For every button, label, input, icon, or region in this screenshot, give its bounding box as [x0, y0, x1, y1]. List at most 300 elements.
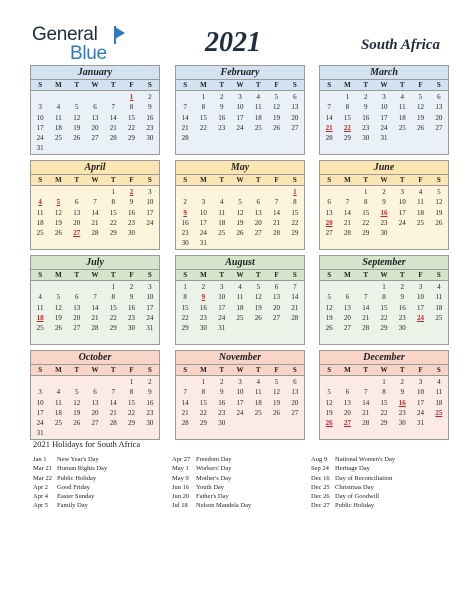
- weekday-label: W: [380, 271, 388, 279]
- day-cell: 17: [199, 218, 207, 227]
- day-cell: 24: [417, 408, 425, 417]
- week-row: [31, 292, 159, 302]
- day-cell: 17: [380, 113, 388, 122]
- week-row: [320, 323, 448, 333]
- day-grid: [31, 91, 159, 154]
- day-cell: 12: [54, 208, 62, 217]
- weekday-label: S: [292, 176, 297, 184]
- day-cell: 22: [128, 123, 136, 132]
- weekday-header: [31, 175, 159, 186]
- day-cell: 23: [181, 228, 189, 237]
- day-cell: 9: [363, 103, 368, 112]
- holiday-name: New Year's Day: [57, 456, 99, 463]
- holiday-date: Jun 16: [172, 483, 190, 491]
- day-cell: 7: [111, 103, 116, 112]
- day-cell: 14: [181, 398, 189, 407]
- weekday-label: F: [274, 366, 279, 374]
- week-row: [176, 323, 304, 333]
- holiday-name: Christmas Day: [335, 483, 374, 491]
- day-grid: [320, 376, 448, 439]
- day-grid: [320, 91, 448, 154]
- flag-icon: [115, 27, 125, 39]
- holiday-day: 16: [398, 398, 406, 407]
- holiday-date: May 9: [172, 474, 189, 482]
- day-cell: 27: [343, 323, 351, 332]
- weekday-header: [176, 365, 304, 376]
- day-cell: 10: [146, 293, 154, 302]
- week-row: [31, 218, 159, 228]
- holiday-day: 5: [56, 198, 61, 207]
- week-row: [31, 123, 159, 133]
- day-cell: 3: [418, 378, 423, 387]
- day-cell: 25: [54, 418, 62, 427]
- day-cell: 2: [219, 378, 224, 387]
- day-cell: 29: [199, 418, 207, 427]
- week-row: [320, 208, 448, 218]
- day-cell: [122, 428, 140, 438]
- weekday-label: M: [344, 176, 351, 184]
- day-cell: 26: [325, 323, 333, 332]
- day-cell: 27: [325, 228, 333, 237]
- day-cell: 29: [343, 133, 351, 142]
- day-cell: 13: [254, 208, 262, 217]
- day-cell: [231, 187, 249, 197]
- day-cell: 29: [128, 418, 136, 427]
- day-cell: 21: [181, 408, 189, 417]
- weekday-label: F: [418, 366, 423, 374]
- day-cell: [338, 377, 356, 387]
- weekday-label: S: [292, 366, 297, 374]
- day-cell: 4: [238, 283, 242, 292]
- day-cell: 13: [291, 103, 299, 112]
- day-cell: 6: [274, 283, 279, 292]
- day-cell: 29: [291, 228, 299, 237]
- day-cell: 29: [362, 228, 370, 237]
- day-cell: 2: [129, 283, 134, 292]
- month-title: September: [320, 256, 448, 270]
- week-row: [176, 387, 304, 397]
- week-row: [31, 208, 159, 218]
- day-cell: 30: [380, 228, 388, 237]
- holiday-day: 2: [129, 188, 134, 197]
- day-cell: 28: [362, 418, 370, 427]
- day-cell: [286, 418, 304, 428]
- day-cell: 16: [128, 208, 136, 217]
- day-cell: 31: [146, 323, 154, 332]
- day-cell: 3: [38, 388, 42, 397]
- week-row: [31, 428, 159, 438]
- weekday-label: W: [236, 176, 244, 184]
- day-cell: 7: [345, 198, 350, 207]
- holiday-column: [33, 455, 107, 511]
- holiday-day: 26: [325, 418, 333, 427]
- month-august: [175, 255, 305, 345]
- day-cell: 4: [56, 388, 61, 397]
- day-cell: [393, 228, 411, 238]
- day-cell: 18: [435, 303, 443, 312]
- holiday-date: Aug 9: [311, 456, 328, 463]
- day-cell: 28: [343, 228, 351, 237]
- weekday-header: [31, 80, 159, 91]
- month-title: August: [176, 256, 304, 270]
- day-cell: 15: [291, 208, 299, 217]
- day-cell: 17: [36, 123, 44, 132]
- day-cell: 9: [129, 293, 134, 302]
- holiday-item: [172, 474, 251, 483]
- day-cell: 2: [382, 188, 386, 197]
- week-row: [320, 228, 448, 238]
- month-october: [30, 350, 160, 440]
- day-cell: 13: [273, 293, 281, 302]
- day-cell: 8: [129, 388, 134, 397]
- day-cell: 11: [218, 208, 226, 217]
- day-cell: [86, 92, 104, 102]
- day-grid: [176, 186, 304, 249]
- weekday-label: T: [219, 81, 225, 89]
- day-cell: 3: [201, 198, 206, 207]
- day-cell: 3: [38, 103, 42, 112]
- day-cell: 26: [435, 218, 443, 227]
- day-cell: 11: [55, 113, 62, 122]
- holiday-name: Father's Day: [196, 493, 229, 501]
- weekday-label: M: [200, 176, 207, 184]
- week-row: [176, 377, 304, 387]
- day-cell: 7: [293, 283, 297, 292]
- week-row: [31, 143, 159, 153]
- day-cell: 19: [325, 408, 333, 417]
- day-cell: 1: [363, 188, 368, 197]
- weekday-label: T: [74, 176, 80, 184]
- weekday-label: T: [255, 271, 261, 279]
- day-cell: 19: [73, 123, 81, 132]
- holiday-date: Jul 18: [172, 502, 188, 510]
- weekday-label: T: [110, 366, 116, 374]
- weekday-label: T: [255, 81, 261, 89]
- day-cell: 31: [380, 133, 388, 142]
- day-cell: 10: [417, 388, 425, 397]
- weekday-label: M: [200, 366, 207, 374]
- day-cell: 8: [129, 103, 134, 112]
- day-cell: 18: [236, 303, 244, 312]
- week-row: [320, 113, 448, 123]
- holiday-name: Good Friday: [57, 483, 91, 491]
- week-row: [320, 133, 448, 143]
- holiday-item: [33, 483, 107, 492]
- day-cell: [231, 133, 249, 143]
- day-cell: 11: [36, 303, 44, 312]
- day-cell: [31, 282, 49, 292]
- day-cell: 27: [273, 313, 281, 322]
- day-cell: 8: [111, 293, 116, 302]
- day-cell: 21: [291, 303, 299, 312]
- weekday-label: T: [399, 81, 405, 89]
- day-cell: 1: [183, 283, 187, 292]
- day-cell: 13: [73, 208, 81, 217]
- day-cell: 24: [146, 313, 154, 322]
- day-cell: [68, 92, 86, 102]
- weekday-label: M: [344, 271, 351, 279]
- day-cell: 18: [435, 398, 443, 407]
- day-cell: 22: [181, 313, 189, 322]
- day-cell: 2: [201, 283, 206, 292]
- day-cell: 16: [362, 113, 370, 122]
- day-cell: 2: [183, 198, 187, 207]
- day-cell: 26: [54, 228, 62, 237]
- day-cell: 13: [343, 303, 351, 312]
- weekday-label: T: [110, 176, 116, 184]
- day-cell: 4: [38, 293, 42, 302]
- day-cell: 4: [56, 103, 61, 112]
- week-row: [176, 133, 304, 143]
- day-cell: 25: [218, 228, 226, 237]
- day-cell: 12: [73, 113, 81, 122]
- day-cell: 6: [93, 388, 97, 397]
- day-cell: [104, 428, 122, 438]
- day-cell: [68, 187, 86, 197]
- day-cell: 24: [36, 418, 44, 427]
- day-cell: 3: [238, 93, 242, 102]
- holidays-title: 2021 Holidays for South Africa: [33, 439, 141, 449]
- day-cell: [267, 323, 285, 333]
- holiday-day: 21: [325, 123, 333, 132]
- day-cell: 8: [201, 388, 206, 397]
- weekday-label: S: [327, 366, 332, 374]
- week-row: [320, 187, 448, 197]
- day-cell: 21: [343, 218, 351, 227]
- day-cell: 17: [146, 303, 154, 312]
- holiday-name: Human Rights Day: [57, 465, 108, 473]
- holiday-date: Dec 27: [311, 502, 330, 510]
- day-cell: 28: [181, 418, 189, 427]
- holiday-date: Mar 22: [33, 474, 52, 482]
- month-july: [30, 255, 160, 345]
- day-cell: [104, 92, 122, 102]
- day-cell: [176, 187, 194, 197]
- day-cell: 3: [238, 378, 242, 387]
- day-cell: 16: [146, 113, 154, 122]
- day-cell: 9: [148, 388, 152, 397]
- day-cell: 23: [218, 408, 226, 417]
- day-cell: [104, 377, 122, 387]
- day-cell: 12: [417, 103, 425, 112]
- month-september: [319, 255, 449, 345]
- day-cell: [49, 428, 67, 438]
- day-cell: [267, 238, 285, 248]
- day-cell: 20: [73, 313, 81, 322]
- day-cell: [411, 133, 429, 143]
- day-cell: 3: [418, 283, 423, 292]
- day-cell: 28: [181, 133, 189, 142]
- day-cell: [286, 238, 304, 248]
- holiday-day: 16: [380, 208, 388, 217]
- day-cell: 4: [256, 378, 261, 387]
- day-cell: [68, 143, 86, 153]
- holiday-name: Day of Reconciliation: [335, 474, 393, 482]
- day-cell: 19: [325, 313, 333, 322]
- holiday-date: Sep 24: [311, 465, 329, 473]
- month-february: [175, 65, 305, 155]
- weekday-header: [176, 80, 304, 91]
- weekday-label: F: [418, 176, 423, 184]
- day-cell: 24: [236, 123, 244, 132]
- day-cell: 20: [343, 408, 351, 417]
- logo-text-blue: Blue: [70, 43, 107, 64]
- day-cell: 13: [73, 303, 81, 312]
- day-grid: [31, 281, 159, 344]
- day-cell: 17: [236, 113, 244, 122]
- weekday-label: S: [147, 81, 152, 89]
- weekday-label: T: [74, 271, 80, 279]
- day-cell: 22: [380, 408, 388, 417]
- day-cell: 11: [254, 388, 262, 397]
- day-cell: 25: [36, 323, 44, 332]
- week-row: [31, 313, 159, 323]
- day-cell: 6: [74, 293, 79, 302]
- day-cell: 2: [363, 93, 368, 102]
- day-cell: 7: [327, 103, 331, 112]
- day-cell: 14: [325, 113, 333, 122]
- weekday-header: [31, 270, 159, 281]
- day-cell: 4: [437, 378, 441, 387]
- week-row: [31, 282, 159, 292]
- week-row: [320, 398, 448, 408]
- holiday-date: Dec 16: [311, 474, 330, 482]
- day-cell: 4: [400, 93, 405, 102]
- day-cell: 19: [54, 218, 62, 227]
- day-cell: [430, 323, 448, 333]
- week-row: [176, 102, 304, 112]
- day-cell: 14: [91, 208, 99, 217]
- day-cell: 7: [363, 388, 368, 397]
- day-cell: 22: [362, 218, 370, 227]
- day-cell: 28: [109, 418, 117, 427]
- day-cell: 8: [201, 103, 206, 112]
- week-row: [176, 197, 304, 207]
- day-cell: [49, 377, 67, 387]
- day-cell: [249, 238, 267, 248]
- holiday-column: [172, 455, 251, 511]
- day-cell: 29: [109, 228, 117, 237]
- holiday-day: 24: [417, 313, 425, 322]
- day-cell: 5: [56, 293, 61, 302]
- day-cell: 14: [181, 113, 189, 122]
- weekday-header: [320, 270, 448, 281]
- day-cell: 26: [236, 228, 244, 237]
- day-cell: 22: [128, 408, 136, 417]
- day-cell: 15: [380, 303, 388, 312]
- day-cell: [249, 418, 267, 428]
- day-cell: 5: [327, 388, 331, 397]
- day-cell: 30: [398, 323, 406, 332]
- day-cell: 8: [382, 293, 386, 302]
- day-cell: [286, 323, 304, 333]
- weekday-label: S: [147, 366, 152, 374]
- week-row: [176, 282, 304, 292]
- day-cell: 5: [238, 198, 242, 207]
- day-cell: 19: [254, 303, 262, 312]
- weekday-label: S: [327, 176, 332, 184]
- weekday-label: F: [418, 271, 423, 279]
- day-cell: 23: [398, 408, 406, 417]
- day-cell: 15: [109, 208, 117, 217]
- weekday-label: S: [327, 81, 332, 89]
- day-cell: 15: [199, 398, 207, 407]
- day-cell: 9: [219, 103, 224, 112]
- day-cell: 3: [148, 283, 152, 292]
- day-cell: 21: [109, 408, 117, 417]
- day-cell: 29: [380, 418, 388, 427]
- day-cell: [430, 418, 448, 428]
- day-cell: [267, 187, 285, 197]
- day-cell: 11: [236, 293, 244, 302]
- day-cell: 29: [181, 323, 189, 332]
- weekday-header: [320, 175, 448, 186]
- day-cell: [267, 133, 285, 143]
- day-cell: 28: [91, 228, 99, 237]
- day-cell: 30: [199, 323, 207, 332]
- weekday-label: W: [236, 366, 244, 374]
- week-row: [176, 228, 304, 238]
- day-cell: [430, 133, 448, 143]
- holiday-item: [33, 492, 107, 501]
- month-title: October: [31, 351, 159, 365]
- day-cell: 6: [293, 378, 297, 387]
- day-cell: 24: [146, 218, 154, 227]
- day-cell: 2: [219, 93, 224, 102]
- day-cell: 24: [199, 228, 207, 237]
- day-cell: 11: [36, 208, 44, 217]
- day-cell: [86, 187, 104, 197]
- day-cell: 12: [325, 303, 333, 312]
- day-cell: 27: [91, 418, 99, 427]
- holiday-date: Apr 5: [33, 502, 48, 510]
- weekday-label: M: [55, 81, 62, 89]
- day-cell: 12: [273, 388, 281, 397]
- weekday-label: T: [399, 176, 405, 184]
- day-cell: 10: [417, 293, 425, 302]
- weekday-label: F: [274, 81, 279, 89]
- day-cell: 23: [146, 408, 154, 417]
- day-cell: 17: [146, 208, 154, 217]
- week-row: [320, 197, 448, 207]
- weekday-label: M: [55, 366, 62, 374]
- day-cell: 5: [74, 388, 79, 397]
- day-cell: [104, 143, 122, 153]
- holiday-item: [311, 474, 395, 483]
- brand-logo: [32, 24, 152, 68]
- day-cell: 2: [148, 93, 152, 102]
- weekday-label: W: [236, 81, 244, 89]
- day-cell: 12: [236, 208, 244, 217]
- day-cell: 1: [111, 283, 116, 292]
- day-cell: 21: [91, 313, 99, 322]
- weekday-label: T: [363, 81, 369, 89]
- day-cell: 16: [128, 303, 136, 312]
- week-row: [31, 113, 159, 123]
- day-cell: 27: [73, 323, 81, 332]
- day-cell: 2: [400, 283, 405, 292]
- weekday-label: S: [38, 366, 43, 374]
- month-january: [30, 65, 160, 155]
- day-cell: [357, 377, 375, 387]
- day-cell: 22: [109, 218, 117, 227]
- day-cell: 20: [291, 398, 299, 407]
- day-cell: 22: [109, 313, 117, 322]
- weekday-label: S: [183, 176, 188, 184]
- day-cell: 31: [218, 323, 226, 332]
- day-cell: [86, 377, 104, 387]
- day-cell: 30: [362, 133, 370, 142]
